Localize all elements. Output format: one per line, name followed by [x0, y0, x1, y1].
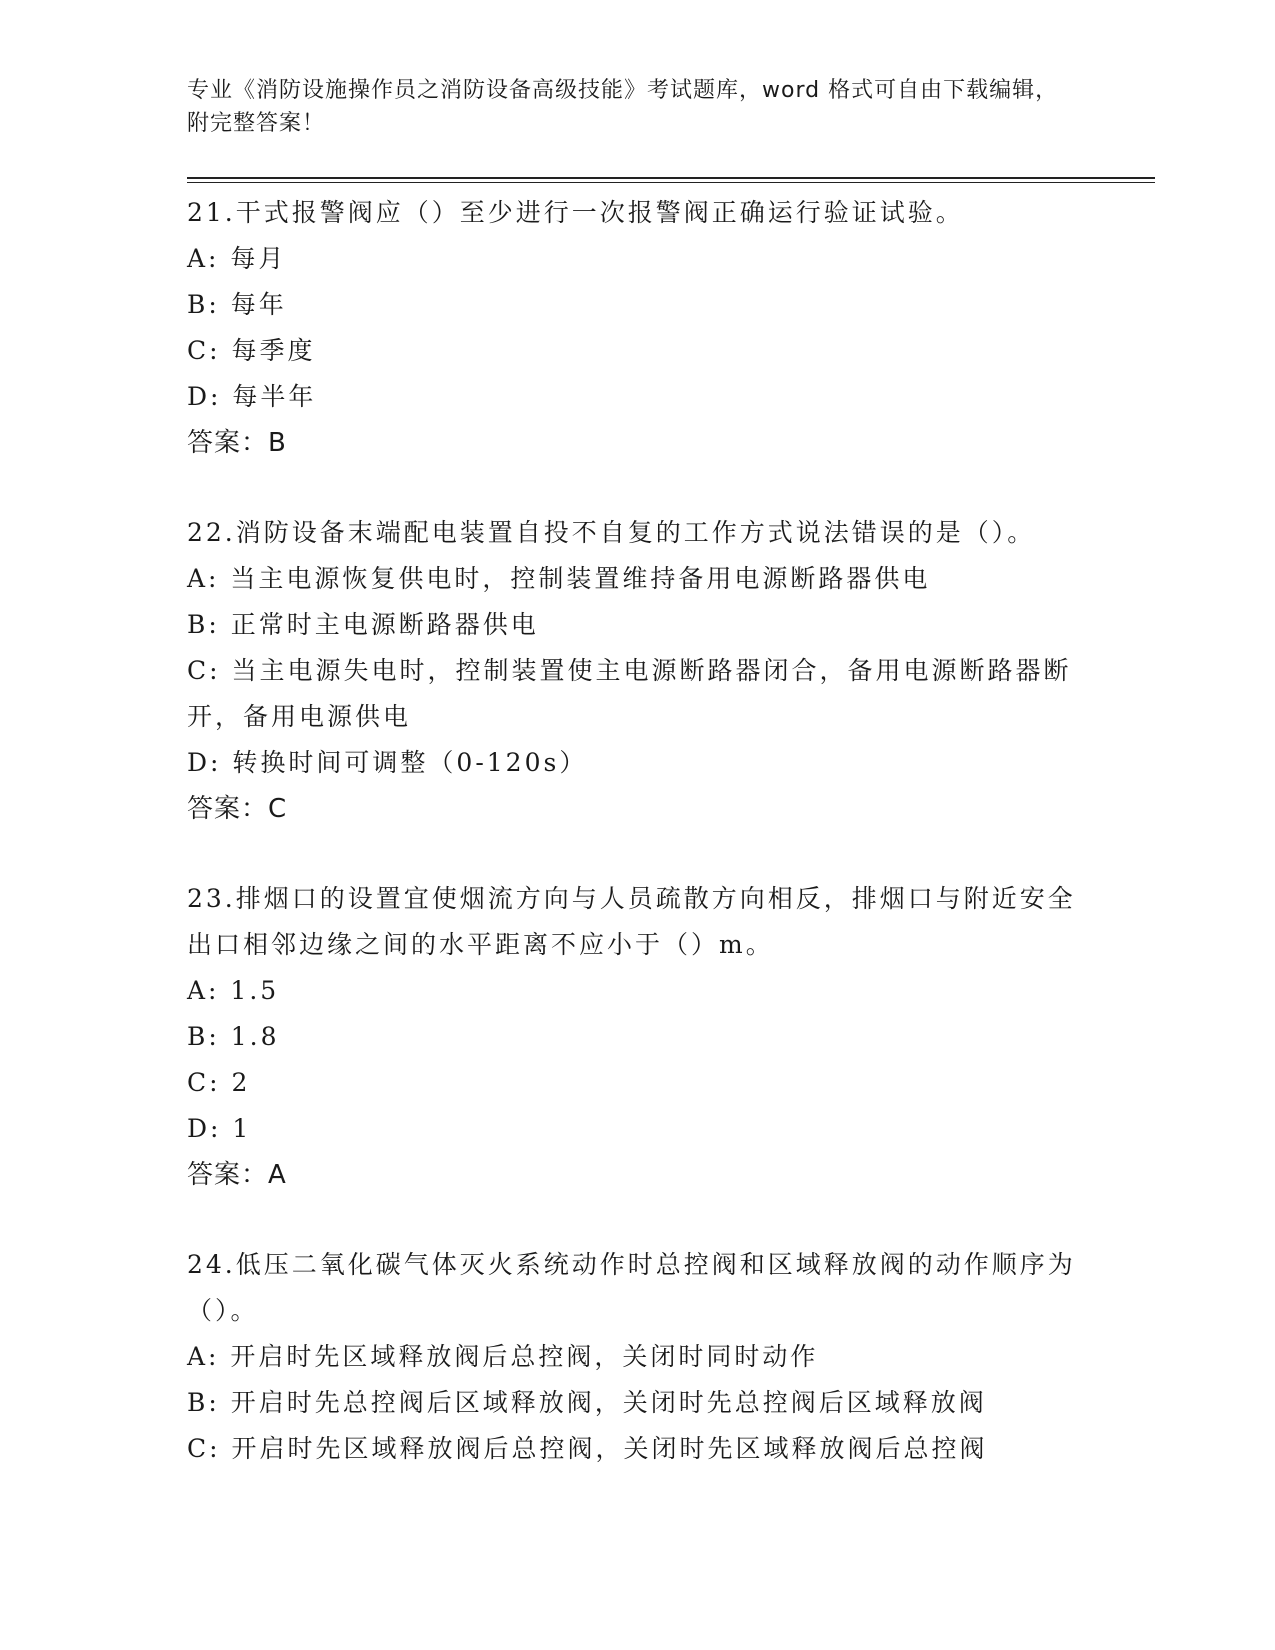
answer-label: 答案：A [187, 1160, 287, 1190]
question-24 [187, 1242, 1077, 1472]
header-divider [187, 177, 1155, 183]
option-b: B: 开启时先总控阀后区域释放阀，关闭时先总控阀后区域释放阀 [187, 1388, 987, 1417]
option-a: A: 1.5 [187, 976, 280, 1005]
question-stem: 23.排烟口的设置宜使烟流方向与人员疏散方向相反，排烟口与附近安全出口相邻边缘之间的水平距离不应小于（）m。 [187, 884, 1076, 959]
document-header: 专业《消防设施操作员之消防设备高级技能》考试题库，word 格式可自由下载编辑，附完整答案！ [187, 78, 1059, 136]
option-c: C: 2 [187, 1068, 251, 1097]
question-21 [187, 190, 1077, 466]
answer-label: 答案：C [187, 794, 288, 824]
option-b: B: 正常时主电源断路器供电 [187, 610, 539, 639]
question-23 [187, 876, 1077, 1198]
option-a: A: 每月 [187, 244, 287, 273]
answer-label: 答案：B [187, 428, 287, 458]
question-stem: 24.低压二氧化碳气体灭火系统动作时总控阀和区域释放阀的动作顺序为（）。 [187, 1250, 1076, 1325]
question-stem: 21.干式报警阀应（）至少进行一次报警阀正确运行验证试验。 [187, 198, 964, 227]
option-c: C: 开启时先区域释放阀后总控阀，关闭时先区域释放阀后总控阀 [187, 1434, 988, 1463]
option-b: B: 1.8 [187, 1022, 280, 1051]
option-d: D: 转换时间可调整（0-120s） [187, 748, 588, 777]
question-list [187, 190, 1077, 1516]
option-c: C: 每季度 [187, 336, 316, 365]
option-a: A: 当主电源恢复供电时，控制装置维持备用电源断路器供电 [187, 564, 931, 593]
option-d: D: 每半年 [187, 382, 317, 411]
option-a: A: 开启时先区域释放阀后总控阀，关闭时同时动作 [187, 1342, 819, 1371]
option-b: B: 每年 [187, 290, 287, 319]
option-c: C: 当主电源失电时，控制装置使主电源断路器闭合，备用电源断路器断开，备用电源供电 [187, 656, 1072, 731]
question-22 [187, 510, 1077, 832]
option-d: D: 1 [187, 1114, 252, 1143]
question-stem: 22.消防设备末端配电装置自投不自复的工作方式说法错误的是（）。 [187, 518, 1036, 547]
